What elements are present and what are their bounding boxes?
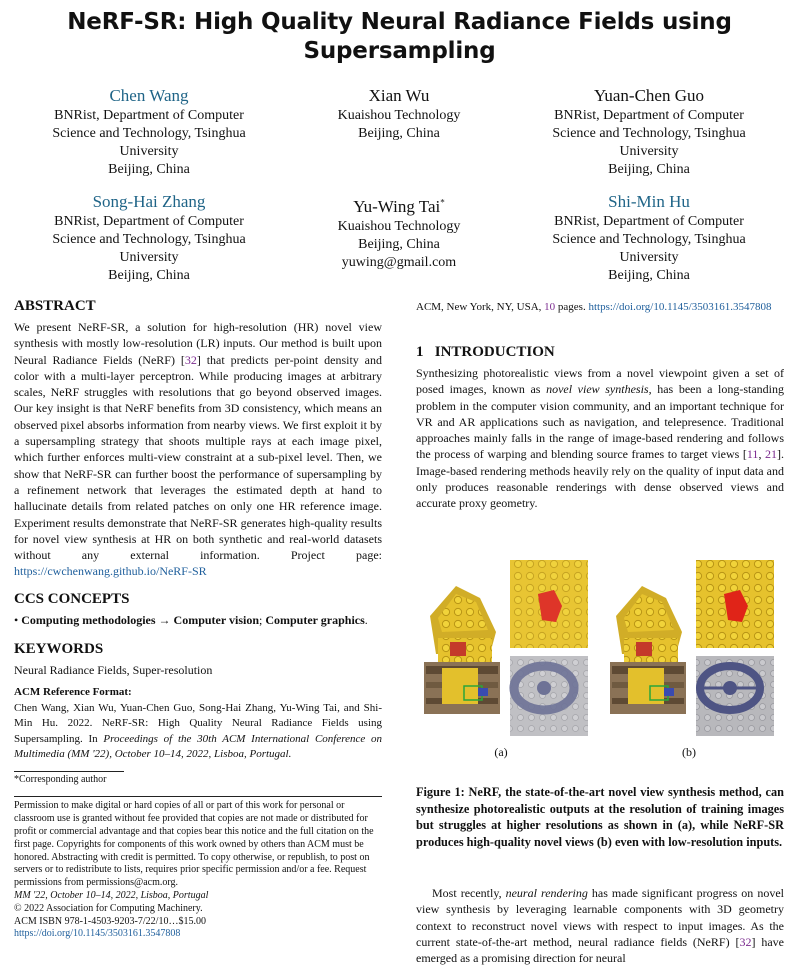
figure-b-inset-bottom (696, 656, 774, 736)
citation-link[interactable]: 21 (765, 447, 777, 462)
author-name-shi-min-hu[interactable]: Shi-Min Hu (608, 192, 690, 211)
author-block-5 (274, 192, 524, 272)
author-affiliation-line: Science and Technology, Tsinghua (552, 126, 746, 141)
author-affiliation-line: Beijing, China (358, 236, 440, 252)
author-name-yu-wing-tai: Yu-Wing Tai* (353, 196, 445, 216)
ccs-text: • Computing methodologies → Computer vision; Computer graphics. (14, 612, 368, 627)
corresponding-mark: * (440, 197, 445, 207)
citation-link[interactable]: 11 (746, 447, 759, 462)
author-block-2 (274, 86, 524, 143)
pages-count: 10 (544, 301, 556, 313)
doi-link-left[interactable]: https://doi.org/10.1145/3503161.3547808 (14, 928, 181, 940)
figure-b-inset-top (696, 560, 774, 648)
author-affiliation-line: University (119, 144, 179, 159)
author-affiliation-line: University (619, 250, 679, 265)
figure-a-inset-bottom (510, 656, 588, 736)
author-affiliation-line: Science and Technology, Tsinghua (552, 232, 746, 247)
author-affiliation-line: Beijing, China (108, 268, 190, 283)
author-affiliation-line: University (119, 250, 179, 265)
reference-heading: ACM Reference Format: (14, 686, 132, 699)
permission-rule (14, 796, 382, 797)
citation-link[interactable]: 32 (184, 352, 197, 367)
abstract-heading: ABSTRACT (14, 298, 96, 314)
author-affiliation-line: Beijing, China (608, 162, 690, 177)
permission-text: Permission to make digital or hard copies of all or part of this work for personal or classroom use is granted without fee provided that copies are not made or distributed for profit or commercial advantage and that copies bear this notice and the full citation on the first page. Copyrights for components of this work owned by others than ACM must be honored. Abstracting with credit is permitted. To copy otherwise, or republish, to post on servers or to redistribute to lists, requires prior specific permission and/or a fee. Request permissions from permissions@acm.org. (14, 800, 374, 889)
keywords-heading: KEYWORDS (14, 641, 104, 658)
author-affiliation-line: BNRist, Department of Computer (54, 108, 244, 123)
ccs-heading: CCS CONCEPTS (14, 590, 130, 607)
figure-label-b: (b) (682, 745, 696, 759)
abstract-text: We present NeRF-SR, a solution for high-resolution (HR) novel view synthesis with mostly low-resolution (LR) inputs. Our method is built upon Neural Radiance Fields (NeRF) [32] that predicts per-point density and color with a multi-layer perceptron. While producing images at arbitrary scales, NeRF struggles with resolutions that go beyond observed images. Our key insight is that NeRF benefits from 3D consistency, which means an observed pixel absorbs information from nearby views. We first exploit it by a supersampling strategy that shoots multiple rays at each image pixel, which further enforces multi-view constraint at a sub-pixel level. Then, we show that NeRF-SR can further boost the performance of supersampling by a refinement network that leverages the estimated depth at hand to hallucinate details from related patches on only one HR reference image. Experiment results demonstrate that NeRF-SR generates high-quality results for novel view synthesis at HR on both synthetic and real-world datasets without any external information. Project page: https://cwchenwang.github.io/NeRF-SR (14, 320, 382, 579)
author-email: yuwing@gmail.com (341, 254, 457, 270)
footnote-rule (14, 771, 124, 772)
author-affiliation-line: BNRist, Department of Computer (554, 108, 744, 123)
isbn-line: ACM ISBN 978-1-4503-9203-7/22/10…$15.00 (14, 915, 206, 927)
conference-line: MM '22, October 10–14, 2022, Lisboa, Portugal (14, 890, 209, 902)
introduction-section (416, 343, 784, 512)
reference-text: Chen Wang, Xian Wu, Yuan-Chen Guo, Song-Hai Zhang, Yu-Wing Tai, and Shi-Min Hu. 2022. NeRF-SR: High Quality Neural Radiance Fields using Supersampling. In Proceedings of the 30th ACM International Conference on Multimedia (MM '22), October 10–14, 2022, Lisboa, Portugal. (14, 701, 382, 761)
figure-1 (416, 558, 786, 768)
author-affiliation-line: Science and Technology, Tsinghua (52, 232, 246, 247)
author-affiliation-line: University (619, 144, 679, 159)
footnote: *Corresponding author (14, 773, 107, 785)
figure-a-inset-top (510, 560, 588, 648)
author-name-xian-wu: Xian Wu (368, 86, 430, 105)
author-block-3 (524, 86, 774, 179)
reference-continued: ACM, New York, NY, USA, 10 pages. https://doi.org/10.1145/3503161.3547808 (416, 301, 772, 313)
figure-b-main-image (602, 574, 692, 724)
author-block-1 (24, 86, 274, 179)
author-affiliation-line: Kuaishou Technology (337, 218, 461, 234)
author-block-4 (24, 192, 274, 285)
paper-title: NeRF-SR: High Quality Neural Radiance Fields using Supersampling (67, 9, 732, 64)
intro-paragraph-2: Most recently, neural rendering has made significant progress on novel view synthesis by leveraging learnable components with 3D geometry context to reconstruct novel views with respect to input images. As the current state-of-the-art method, neural radiance fields (NeRF) [32] have emerged as a promising direction for neural (416, 886, 784, 966)
author-affiliation-line: Kuaishou Technology (337, 108, 461, 123)
author-affiliation-line: Beijing, China (108, 162, 190, 177)
figure-a-main-image (416, 574, 506, 724)
author-affiliation-line: BNRist, Department of Computer (554, 214, 744, 229)
figure-caption: Figure 1: NeRF, the state-of-the-art novel view synthesis method, can synthesize photorealistic outputs at the resolution of training images but struggles at higher resolutions as shown in (a), while NeRF-SR produces high-quality novel views (b) even with low-resolution inputs. (416, 785, 784, 849)
intro-paragraph-1: Synthesizing photorealistic views from a novel viewpoint given a set of posed images, known as novel view synthesis, has been a long-standing problem in the computer vision community, and an important technique for VR and AR applications such as navigation, and telepresence. Traditional approaches mainly falls in the range of image-based rendering and follows the process of warping and blending source frames to target views [11, 21]. Image-based rendering methods heavily rely on the quality of input data and only produces reasonable renderings with dense observed views and accurate proxy geometry. (416, 366, 785, 511)
figure-label-a: (a) (494, 745, 508, 759)
copyright-line: © 2022 Association for Computing Machinery. (14, 902, 203, 914)
author-name-chen-wang[interactable]: Chen Wang (109, 86, 189, 105)
author-name-song-hai-zhang[interactable]: Song-Hai Zhang (92, 192, 206, 211)
figure-1-images (416, 558, 786, 768)
author-block-6 (524, 192, 774, 285)
project-page-link[interactable]: https://cwchenwang.github.io/NeRF-SR (14, 564, 207, 579)
left-column (14, 297, 382, 941)
author-affiliation-line: Science and Technology, Tsinghua (52, 126, 246, 141)
author-affiliation-line: Beijing, China (358, 126, 440, 141)
author-name-yuan-chen-guo: Yuan-Chen Guo (593, 86, 704, 105)
author-affiliation-line: Beijing, China (608, 268, 690, 283)
doi-link-right[interactable]: https://doi.org/10.1145/3503161.3547808 (588, 301, 772, 313)
right-column (416, 299, 784, 315)
author-affiliation-line: BNRist, Department of Computer (54, 214, 244, 229)
citation-link[interactable]: 32 (739, 934, 752, 949)
keywords-text: Neural Radiance Fields, Super-resolution (14, 663, 213, 678)
intro-heading: 1 INTRODUCTION (416, 344, 555, 360)
